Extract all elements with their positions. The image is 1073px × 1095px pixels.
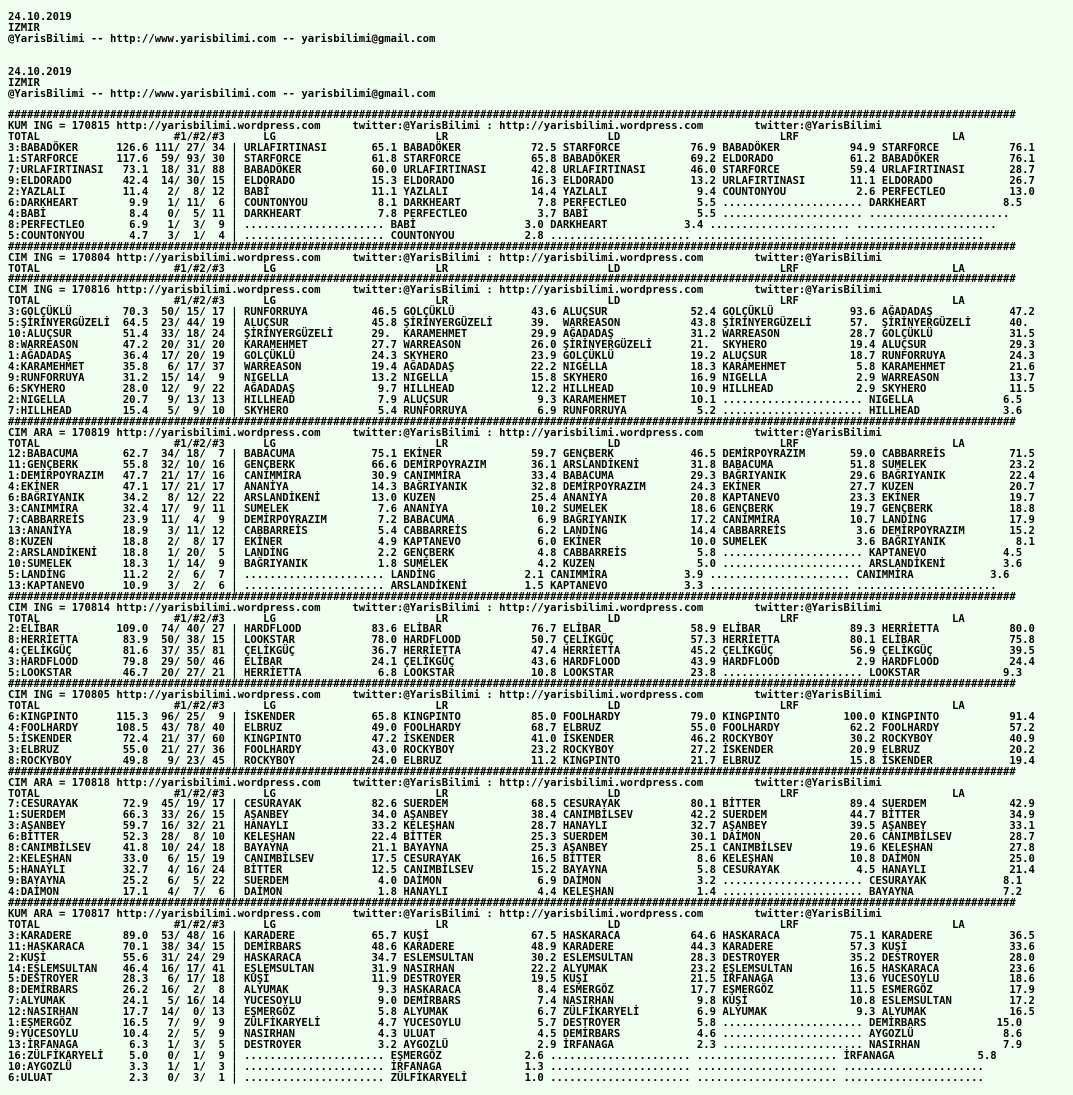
report-line: 1:STARFORCE 117.6 59/ 93/ 30 | STARFORCE 61.8 STARFORCE 65.8 BABADÖKER 69.2 ELDORADO 61.2 BABADÖKER 76.1	[8, 153, 1035, 166]
report-line: 24.10.2019	[8, 65, 72, 78]
report-line: ##############################################################################################################################################################	[8, 273, 1016, 286]
report-line: CIM ING = 170805 http://yarisbilimi.wordpress.com twitter:@YarisBilimi : http://yarisbilimi.wordpress.com twitter:@YarisBilimi	[8, 689, 882, 702]
report-line: 13:İRFANAGA 6.3 1/ 3/ 5 | DESTROYER 3.2 AYGOZLÜ 2.9 İRFANAGA 2.3 ...................... NASIRHAN 7.9	[8, 1039, 1023, 1052]
report-line: 24.10.2019	[8, 10, 72, 23]
report-line: ##############################################################################################################################################################	[8, 109, 1016, 122]
report-line: 13:KAPTANEVO 10.9 3/ 2/ 6 | ...................... ARSLANDİKENİ 1.5 KAPTANEVO 3.3 ...................... ......................	[8, 579, 997, 592]
report-line: 9:RUNFORRUYA 31.2 15/ 14/ 9 | NIGELLA 13.2 NIGELLA 15.8 SKYHERO 16.9 NIGELLA 2.9 WARREASON 13.7	[8, 371, 1035, 384]
report-line: 7:CABBARREİS 23.9 11/ 4/ 9 | DEMİRPOYRAZIM 7.2 BABACUMA 6.9 BAĞRIYANIK 17.2 CANIMMİRA 10.7 LANDİNG 17.9	[8, 514, 1035, 527]
report-line: 1:SUERDEM 66.3 33/ 26/ 15 | AŞANBEY 34.0 AŞANBEY 38.4 CANIMBİLSEV 42.2 SUERDEM 44.7 BİTTER 34.9	[8, 809, 1035, 822]
report-line: ##############################################################################################################################################################	[8, 765, 1016, 778]
report-line: TOTAL #1/#2/#3 LG LR LD LRF LA	[8, 295, 965, 308]
report-line: 6:BAĞRIYANIK 34.2 8/ 12/ 22 | ARSLANDİKENİ 13.0 KUZEN 25.4 ANANİYA 20.8 KAPTANEVO 23.3 EKİNER 19.7	[8, 492, 1035, 505]
report-line: @YarisBilimi -- http://www.yarisbilimi.com -- yarisbilimi@gmail.com	[8, 32, 436, 45]
race-report-document	[8, 1, 1035, 1084]
report-line: CIM ING = 170814 http://yarisbilimi.wordpress.com twitter:@YarisBilimi : http://yarisbilimi.wordpress.com twitter:@YarisBilimi	[8, 601, 882, 614]
report-line: 8:WARREASON 47.2 20/ 31/ 20 | KARAMEHMET 27.7 WARREASON 26.0 ŞİRİNYERGÜZELİ 21. SKYHERO 19.4 ALUÇSUR 29.3	[8, 339, 1035, 352]
report-line: 6:DARKHEART 9.9 1/ 11/ 6 | COUNTONYOU 8.1 DARKHEART 7.8 PERFECTLEO 5.5 ...................... DARKHEART 8.5	[8, 196, 1023, 209]
report-line: 3:KARADERE 89.0 53/ 48/ 16 | KARADERE 65.7 KUŞİ 67.5 HASKARACA 64.6 HASKARACA 75.1 KARADERE 36.5	[8, 929, 1035, 942]
report-line: 3:ELBRUZ 55.0 21/ 27/ 36 | FOOLHARDY 43.0 ROCKYBOY 23.2 ROCKYBOY 27.2 İSKENDER 20.9 ELBRUZ 20.2	[8, 743, 1035, 756]
report-line: 6:ULUAT 2.3 0/ 3/ 1 | ...................... ZÜLFİKARYELİ 1.0 ...................... ...................... ......................	[8, 1071, 984, 1084]
report-line: 5:COUNTONYOU 4.7 3/ 1/ 4 | ...................... COUNTONYOU 2.8 ...................... ...................... ......................	[8, 229, 984, 242]
report-line: 5:HANAYLI 32.7 4/ 16/ 24 | BİTTER 12.5 CANIMBİLSEV 15.2 BAYAYNA 5.8 CESURAYAK 4.5 HANAYLI 21.4	[8, 864, 1035, 877]
report-line: 11:HASKARACA 70.1 38/ 34/ 15 | DEMİRBARS 48.6 KARADERE 48.9 KARADERE 44.3 KARADERE 57.3 KUŞİ 33.6	[8, 940, 1035, 953]
report-line: 1:DEMİRPOYRAZIM 47.7 21/ 17/ 16 | CANIMMİRA 30.9 CANIMMİRA 33.4 BABACUMA 29.3 BAĞRIYANIK 29.6 BAĞRIYANIK 22.4	[8, 470, 1035, 483]
report-line: 5:LANDİNG 11.2 2/ 6/ 7 | ...................... LANDİNG 2.1 CANIMMİRA 3.9 ...................... CANIMMİRA 3.6	[8, 568, 1010, 581]
report-line: TOTAL #1/#2/#3 LG LR LD LRF LA	[8, 787, 965, 800]
report-line: 3:GOLÇÜKLÜ 70.3 50/ 15/ 17 | RUNFORRUYA 46.5 GOLÇÜKLÜ 43.6 ALUÇSUR 52.4 GOLÇÜKLÜ 93.6 AĞADADAŞ 47.2	[8, 306, 1035, 319]
report-line: ##############################################################################################################################################################	[8, 896, 1016, 909]
report-line: 7:URLAFIRTINASI 73.1 18/ 31/ 88 | BABADÖKER 60.0 URLAFIRTINASI 42.8 URLAFIRTINASI 46.0 STARFORCE 59.4 URLAFIRTINASI 28.7	[8, 164, 1035, 177]
report-line: 9:YUCESOYLU 10.4 2/ 5/ 9 | NASIRHAN 4.3 ULUAT 4.5 DEMİRBARS 4.6 ...................... AYGOZLÜ 8.6	[8, 1028, 1023, 1041]
report-line: 8:DEMİRBARS 26.2 16/ 2/ 8 | ALYUMAK 9.3 HASKARACA 8.4 ESMERGÖZ 17.7 EŞMERGÖZ 11.5 ESMERGÖZ 17.9	[8, 984, 1035, 997]
report-line: TOTAL #1/#2/#3 LG LR LD LRF LA	[8, 437, 965, 450]
report-line: 2:NIGELLA 20.7 9/ 13/ 13 | HILLHEAD 7.9 ALUÇSUR 9.3 KARAMEHMET 10.1 ...................... NIGELLA 6.5	[8, 393, 1023, 406]
report-line: CIM ARA = 170819 http://yarisbilimi.wordpress.com twitter:@YarisBilimi : http://yarisbilimi.wordpress.com twitter:@YarisBilimi	[8, 426, 882, 439]
report-line: 1:AĞADADAŞ 36.4 17/ 20/ 19 | GOLÇÜKLÜ 24.3 SKYHERO 23.9 GOLÇÜKLÜ 19.2 ALUÇSUR 18.7 RUNFORRUYA 24.3	[8, 350, 1035, 362]
report-line: KUM ARA = 170817 http://yarisbilimi.wordpress.com twitter:@YarisBilimi : http://yarisbilimi.wordpress.com twitter:@YarisBilimi	[8, 907, 882, 920]
report-line: CIM ING = 170816 http://yarisbilimi.wordpress.com twitter:@YarisBilimi : http://yarisbilimi.wordpress.com twitter:@YarisBilimi	[8, 284, 882, 297]
report-line: 2:ARSLANDİKENİ 18.8 1/ 20/ 5 | LANDİNG 2.2 GENÇBERK 4.8 CABBARREİS 5.8 ...................... KAPTANEVO 4.5	[8, 546, 1023, 559]
report-line: 8:PERFECTLEO 6.9 1/ 3/ 9 | ...................... BABİ 3.0 DARKHEART 3.4 ...................... ......................	[8, 218, 997, 231]
report-line: 4:KARAMEHMET 35.8 6/ 17/ 37 | WARREASON 19.4 AĞADADAŞ 22.2 NIGELLA 18.3 KARAMEHMET 5.8 KARAMEHMET 21.6	[8, 360, 1035, 373]
report-line: TOTAL #1/#2/#3 LG LR LD LRF LA	[8, 131, 965, 144]
report-line: 4:EKİNER 47.1 17/ 21/ 17 | ANANİYA 14.3 BAĞRIYANIK 32.8 DEMİRPOYRAZIM 24.3 EKİNER 27.7 KUZEN 20.7	[8, 481, 1035, 494]
report-line: 3:HARDFLOOD 79.8 29/ 50/ 46 | ELİBAR 24.1 ÇELİKGÜÇ 43.6 HARDFLOOD 43.9 HARDFLOOD 2.9 HARDFLOOD 24.4	[8, 656, 1035, 669]
report-line: 5:LOOKSTAR 46.7 20/ 27/ 21 | HERRİETTA 6.8 LOOKSTAR 10.8 LOOKSTAR 23.8 ...................... LOOKSTAR 9.3	[8, 667, 1023, 680]
report-line: 4:BABİ 8.4 0/ 5/ 11 | DARKHEART 7.8 PERFECTLEO 3.7 BABİ 5.5 ...................... ......................	[8, 207, 1010, 220]
report-line: IZMIR	[8, 21, 40, 34]
report-line: IZMIR	[8, 76, 40, 89]
report-line: 6:BİTTER 52.3 28/ 8/ 10 | KELEŞHAN 22.4 BİTTER 25.3 SUERDEM 30.1 DAİMON 20.6 CANIMBİLSEV 28.7	[8, 831, 1035, 844]
report-line: TOTAL #1/#2/#3 LG LR LD LRF LA	[8, 700, 965, 712]
report-line: 8:HERRİETTA 83.9 50/ 38/ 15 | LOOKSTAR 78.0 HARDFLOOD 50.7 ÇELİKGÜÇ 57.3 HERRİETTA 80.1 ELİBAR 75.8	[8, 634, 1035, 647]
report-line: 8:CANIMBİLSEV 41.8 10/ 24/ 18 | BAYAYNA 21.1 BAYAYNA 25.3 AŞANBEY 25.1 CANIMBİLSEV 19.6 KELEŞHAN 27.8	[8, 842, 1035, 855]
report-line: 8:KUZEN 18.8 2/ 8/ 17 | EKİNER 4.9 KAPTANEVO 6.0 EKİNER 10.0 SUMELEK 3.6 BAĞRIYANIK 8.1	[8, 535, 1035, 548]
report-line: 12:BABACUMA 62.7 34/ 18/ 7 | BABACUMA 75.1 EKİNER 59.7 GENÇBERK 46.5 DEMİRPOYRAZIM 59.0 CABBARREİS 71.5	[8, 448, 1035, 461]
report-line: ##############################################################################################################################################################	[8, 240, 1016, 253]
report-line: TOTAL #1/#2/#3 LG LR LD LRF LA	[8, 612, 965, 625]
report-line: 5:ŞİRİNYERGÜZELİ 64.5 23/ 44/ 19 | ALUÇSUR 45.8 ŞİRİNYERGÜZELİ 39. WARREASON 43.8 ŞİRİNYERGÜZELİ 57. ŞİRİNYERGÜZELİ 40.	[8, 317, 1029, 330]
report-line: 2:ELİBAR 109.0 74/ 40/ 27 | HARDFLOOD 83.6 ELİBAR 76.7 ELİBAR 58.9 ELİBAR 89.3 HERRİETTA 80.0	[8, 623, 1035, 636]
report-line: 5:DESTROYER 28.3 6/ 17/ 18 | KUŞİ 11.9 DESTROYER 19.5 KUŞİ 21.5 İRFANAGA 13.6 YUCESOYLU 18.6	[8, 973, 1035, 986]
report-line: 9:ELDORADO 42.4 14/ 30/ 15 | ELDORADO 15.3 ELDORADO 16.3 ELDORADO 13.2 URLAFIRTINASI 11.1 ELDORADO 26.7	[8, 175, 1035, 187]
report-line: 2:KELEŞHAN 33.0 6/ 15/ 19 | CANIMBİLSEV 17.5 CESURAYAK 16.5 BİTTER 8.6 KELEŞHAN 10.8 DAİMON 25.0	[8, 853, 1035, 866]
report-line: TOTAL #1/#2/#3 LG LR LD LRF LA	[8, 262, 965, 275]
report-line: 1:EŞMERGÖZ 16.5 7/ 9/ 9 | ZÜLFİKARYELİ 4.7 YUCESOYLU 5.7 DESTROYER 5.8 ...................... DEMİRBARS 15.0	[8, 1017, 1023, 1030]
report-line: 12:NASIRHAN 17.7 14/ 0/ 13 | EŞMERGÖZ 5.8 ALYUMAK 6.7 ZÜLFİKARYELİ 6.9 ALYUMAK 9.3 ALYUMAK 16.5	[8, 1006, 1035, 1019]
report-line: 2:KUŞİ 55.6 31/ 24/ 29 | HASKARACA 34.7 ESLEMSULTAN 30.2 ESLEMSULTAN 28.3 DESTROYER 35.2 DESTROYER 28.0	[8, 951, 1035, 964]
report-line: 7:CESURAYAK 72.9 45/ 19/ 17 | CESURAYAK 82.6 SUERDEM 68.5 CESURAYAK 80.1 BİTTER 89.4 SUERDEM 42.9	[8, 798, 1035, 811]
report-line: 4:FOOLHARDY 108.5 43/ 78/ 40 | ELBRUZ 49.0 FOOLHARDY 68.7 ELBRUZ 55.0 FOOLHARDY 62.2 FOOLHARDY 57.2	[8, 721, 1035, 734]
report-line: 16:ZÜLFİKARYELİ 5.0 0/ 1/ 9 | ...................... EŞMERGÖZ 2.6 ...................... ...................... İRFANAGA 5.8	[8, 1050, 997, 1062]
report-line: 3:CANIMMİRA 32.4 17/ 9/ 11 | SUMELEK 7.6 ANANİYA 10.2 SUMELEK 18.6 GENÇBERK 19.7 GENÇBERK 18.8	[8, 503, 1035, 516]
report-line: 4:ÇELİKGÜÇ 81.6 37/ 35/ 81 | ÇELİKGÜÇ 36.7 HERRİETTA 47.4 HERRİETTA 45.2 ÇELİKGÜÇ 56.9 ÇELİKGÜÇ 39.5	[8, 645, 1035, 658]
report-line: 2:YAZLALI 11.4 2/ 8/ 12 | BABİ 11.1 YAZLALI 14.4 YAZLALI 9.4 COUNTONYOU 2.6 PERFECTLEO 13.0	[8, 185, 1035, 198]
report-line: 7:ALYUMAK 24.1 5/ 16/ 14 | YUCESOYLU 9.0 DEMİRBARS 7.4 NASIRHAN 9.8 KUŞİ 10.8 ESLEMSULTAN 17.2	[8, 995, 1035, 1008]
report-line: TOTAL #1/#2/#3 LG LR LD LRF LA	[8, 918, 965, 931]
report-line: 4:DAİMON 17.1 4/ 7/ 6 | DAİMON 1.8 HANAYLI 4.4 KELEŞHAN 1.4 ...................... BAYAYNA 7.2	[8, 885, 1023, 898]
report-line: 10:ALUÇSUR 51.4 33/ 18/ 24 | ŞİRİNYERGÜZELİ 29. KARAMEHMET 29.9 AĞADADAŞ 31.2 WARREASON 28.7 GOLÇÜKLÜ 31.5	[8, 328, 1035, 341]
report-line: KUM ING = 170815 http://yarisbilimi.wordpress.com twitter:@YarisBilimi : http://yarisbilimi.wordpress.com twitter:@YarisBilimi	[8, 120, 882, 133]
report-line: ##############################################################################################################################################################	[8, 678, 1016, 691]
report-line: 10:SUMELEK 18.3 1/ 14/ 9 | BAĞRIYANIK 1.8 SUMELEK 4.2 KUZEN 5.0 ...................... ARSLANDİKENİ 3.6	[8, 557, 1023, 570]
report-line: 3:AŞANBEY 59.7 16/ 32/ 21 | HANAYLI 33.2 KELEŞHAN 28.7 HANAYLI 32.7 AŞANBEY 39.5 AŞANBEY 33.1	[8, 820, 1035, 833]
report-line: CIM ARA = 170818 http://yarisbilimi.wordpress.com twitter:@YarisBilimi : http://yarisbilimi.wordpress.com twitter:@YarisBilimi	[8, 776, 882, 789]
report-line: ##############################################################################################################################################################	[8, 415, 1016, 428]
report-line: 11:GENÇBERK 55.8 32/ 10/ 16 | GENÇBERK 66.6 DEMİRPOYRAZIM 36.1 ARSLANDİKENİ 31.8 BABACUMA 51.8 SUMELEK 23.2	[8, 459, 1035, 472]
report-line: 14:EŞLEMSULTAN 46.4 16/ 17/ 41 | EŞLEMSULTAN 31.9 NASIRHAN 22.2 ALYUMAK 23.2 EŞLEMSULTAN 16.5 HASKARACA 23.6	[8, 962, 1035, 975]
report-line: @YarisBilimi -- http://www.yarisbilimi.com -- yarisbilimi@gmail.com	[8, 87, 436, 100]
report-line: ##############################################################################################################################################################	[8, 590, 1016, 603]
report-line: 8:ROCKYBOY 49.8 9/ 23/ 45 | ROCKYBOY 24.0 ELBRUZ 11.2 KINGPINTO 21.7 ELBRUZ 15.8 İSKENDER 19.4	[8, 754, 1035, 767]
report-line: 13:ANANİYA 18.9 3/ 11/ 12 | CABBARREİS 5.4 CABBARREİS 6.2 LANDİNG 14.4 CABBARREİS 3.6 DEMİRPOYRAZIM 15.2	[8, 525, 1035, 537]
report-line: 7:HILLHEAD 15.4 5/ 9/ 10 | SKYHERO 5.4 RUNFORRUYA 6.9 RUNFORRUYA 5.2 ...................... HILLHEAD 3.6	[8, 404, 1023, 417]
report-line: 5:İSKENDER 72.4 21/ 37/ 60 | KINGPINTO 47.2 İSKENDER 41.0 İSKENDER 46.2 ROCKYBOY 30.2 ROCKYBOY 40.9	[8, 732, 1035, 745]
report-line: 6:SKYHERO 28.0 12/ 9/ 22 | AĞADADAŞ 9.7 HILLHEAD 12.2 HILLHEAD 10.9 HILLHEAD 2.9 SKYHERO 11.5	[8, 382, 1035, 395]
report-line: CIM ING = 170804 http://yarisbilimi.wordpress.com twitter:@YarisBilimi : http://yarisbilimi.wordpress.com twitter:@YarisBilimi	[8, 251, 882, 264]
report-line: 3:BABADÖKER 126.6 111/ 27/ 34 | URLAFIRTINASI 65.1 BABADÖKER 72.5 STARFORCE 76.9 BABADÖKER 94.9 STARFORCE 76.1	[8, 142, 1035, 155]
report-line: 9:BAYAYNA 25.2 6/ 5/ 22 | SUERDEM 4.0 DAİMON 6.9 DAİMON 3.2 ...................... CESURAYAK 8.1	[8, 875, 1023, 887]
report-line: 10:AYGOZLÜ 3.3 1/ 1/ 3 | ...................... İRFANAGA 1.3 ...................... ...................... ......................	[8, 1060, 984, 1073]
report-line: 6:KINGPINTO 115.3 96/ 25/ 9 | İSKENDER 65.8 KINGPINTO 85.0 FOOLHARDY 79.0 KINGPINTO 100.0 KINGPINTO 91.4	[8, 710, 1035, 723]
